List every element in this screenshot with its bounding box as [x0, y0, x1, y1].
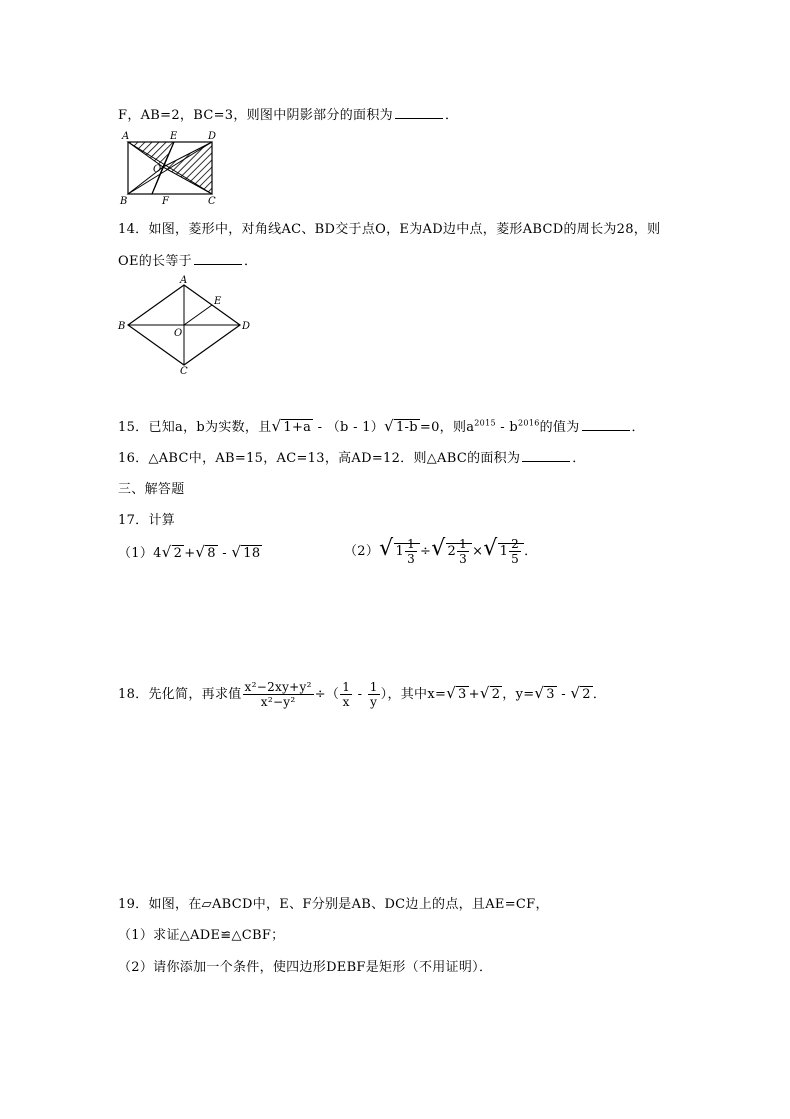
label-D: D	[242, 321, 251, 332]
operator-minus: -	[353, 687, 367, 702]
radicand: 8	[207, 546, 216, 561]
radicand: 2	[173, 546, 183, 561]
q14-suffix: ．	[243, 254, 258, 269]
label-O: O	[153, 164, 162, 175]
numerator: 1	[459, 537, 468, 551]
fraction-1y	[368, 680, 380, 709]
q19-line3: （2）请你添加一个条件，使四边形DEBF是矩形（不用证明）．	[118, 960, 493, 975]
whole: 2	[447, 544, 457, 559]
sqrt-icon: √	[479, 684, 490, 702]
q17-part1	[118, 542, 262, 561]
radicand: 18	[243, 546, 261, 561]
q18-prefix: 18．先化简，再求值	[118, 687, 242, 702]
q18-text	[118, 680, 606, 709]
operator-minus: -	[556, 687, 571, 702]
radicand: 3	[458, 687, 467, 702]
denominator: 3	[407, 552, 416, 566]
figure-rhombus	[116, 274, 256, 376]
sqrt-icon: √	[231, 543, 242, 561]
q13-text	[118, 104, 458, 123]
operator-minus: -	[217, 546, 232, 561]
label-C: C	[208, 196, 216, 207]
answer-blank	[522, 449, 570, 462]
denominator: 5	[511, 552, 520, 566]
answer-blank	[395, 106, 443, 119]
q19-line1: 19．如图，在▱ABCD中，E、F分别是AB、DC边上的点，且AE=CF，	[118, 897, 549, 912]
sqrt-icon: √	[446, 684, 457, 702]
label-B: B	[120, 196, 128, 207]
q16-prefix: 16．△ABC中，AB=15，AC=13，高AD=12．则△ABC的面积为	[118, 451, 521, 466]
label-E: E	[214, 296, 222, 307]
radicand: 2	[491, 687, 501, 702]
q15-minus: - b	[495, 420, 519, 435]
part-label: （2）	[344, 544, 380, 559]
radicand-1: 1+a	[283, 420, 312, 435]
sqrt-icon: √	[534, 684, 545, 702]
denominator: x	[342, 695, 350, 709]
label-A: A	[180, 275, 188, 286]
radicand-mixed-2	[446, 537, 473, 566]
q15-prefix: 15．已知a，b为实数，且	[118, 420, 272, 435]
q15-eq: =0，则a	[419, 420, 475, 435]
label-F: F	[162, 196, 169, 207]
exponent-1: 2015	[474, 418, 496, 428]
end-period: ．	[524, 544, 538, 559]
end-period: ．	[592, 687, 607, 702]
answer-blank	[582, 418, 630, 431]
operator-plus: +	[468, 687, 480, 702]
label-D: D	[208, 131, 217, 142]
q15-value-text: 的值为	[539, 420, 580, 435]
q14-prefix: OE的长等于	[118, 254, 192, 269]
q17-title: 17．计算	[118, 513, 176, 528]
whole: 1	[499, 544, 509, 559]
denominator: x²−y²	[260, 695, 296, 709]
label-O: O	[174, 328, 183, 339]
sqrt-icon: √	[431, 536, 446, 561]
label-A: A	[122, 131, 130, 142]
radicand: 3	[546, 687, 555, 702]
whole: 1	[395, 544, 405, 559]
radicand-mixed-3	[498, 537, 525, 566]
fraction	[405, 537, 417, 566]
radicand: 2	[582, 687, 591, 702]
section-heading: 三、解答题	[118, 482, 185, 497]
sqrt-icon: √	[379, 536, 394, 561]
q18-y-eq: ，y=	[502, 687, 535, 702]
q13-suffix: ．	[444, 108, 459, 123]
numerator: 2	[511, 537, 520, 551]
sqrt-icon: √	[271, 417, 282, 435]
numerator: 1	[369, 680, 378, 694]
denominator: 3	[459, 552, 468, 566]
figure-rectangle	[116, 128, 226, 208]
sqrt-icon: √	[483, 536, 498, 561]
radicand-mixed-1	[394, 537, 421, 566]
q18-where: ），其中x=	[380, 687, 447, 702]
q15-text	[118, 416, 645, 435]
numerator: 1	[342, 680, 351, 694]
radicand-2: 1-b	[395, 420, 418, 435]
fraction	[457, 537, 469, 566]
q16-suffix: ．	[572, 451, 586, 466]
q19-line2: （1）求证△ADE≌△CBF；	[118, 928, 285, 943]
denominator: y	[370, 695, 378, 709]
exponent-2: 2016	[518, 418, 540, 428]
segment-OE	[184, 305, 212, 325]
label-C: C	[180, 366, 188, 376]
fraction-1x	[340, 680, 352, 709]
q14-line2	[118, 250, 257, 269]
operator-divide: ÷（	[314, 687, 340, 702]
label-E: E	[170, 131, 178, 142]
sqrt-icon: √	[161, 543, 172, 561]
q15-suffix: ．	[631, 420, 645, 435]
q13-prefix: F，AB=2，BC=3，则图中阴影部分的面积为	[118, 108, 393, 123]
operator-divide: ÷	[420, 544, 432, 559]
sqrt-icon: √	[384, 417, 394, 435]
operator-plus: +	[184, 546, 196, 561]
answer-blank	[194, 252, 242, 265]
operator-times: ×	[472, 544, 484, 559]
q14-line1: 14．如图，菱形中，对角线AC、BD交于点O，E为AD边中点，菱形ABCD的周长为28，则	[118, 222, 661, 237]
fraction	[509, 537, 521, 566]
coefficient: 4	[153, 546, 162, 561]
q16-text	[118, 447, 586, 466]
sqrt-icon: √	[195, 543, 206, 561]
q17-part2	[344, 536, 537, 566]
main-fraction	[243, 680, 314, 709]
part-label: （1）	[118, 546, 154, 561]
numerator: x²−2xy+y²	[244, 680, 312, 694]
label-B: B	[118, 321, 126, 332]
numerator: 1	[407, 537, 416, 551]
sqrt-icon: √	[570, 684, 581, 702]
q15-mid: - （b - 1）	[313, 420, 385, 435]
